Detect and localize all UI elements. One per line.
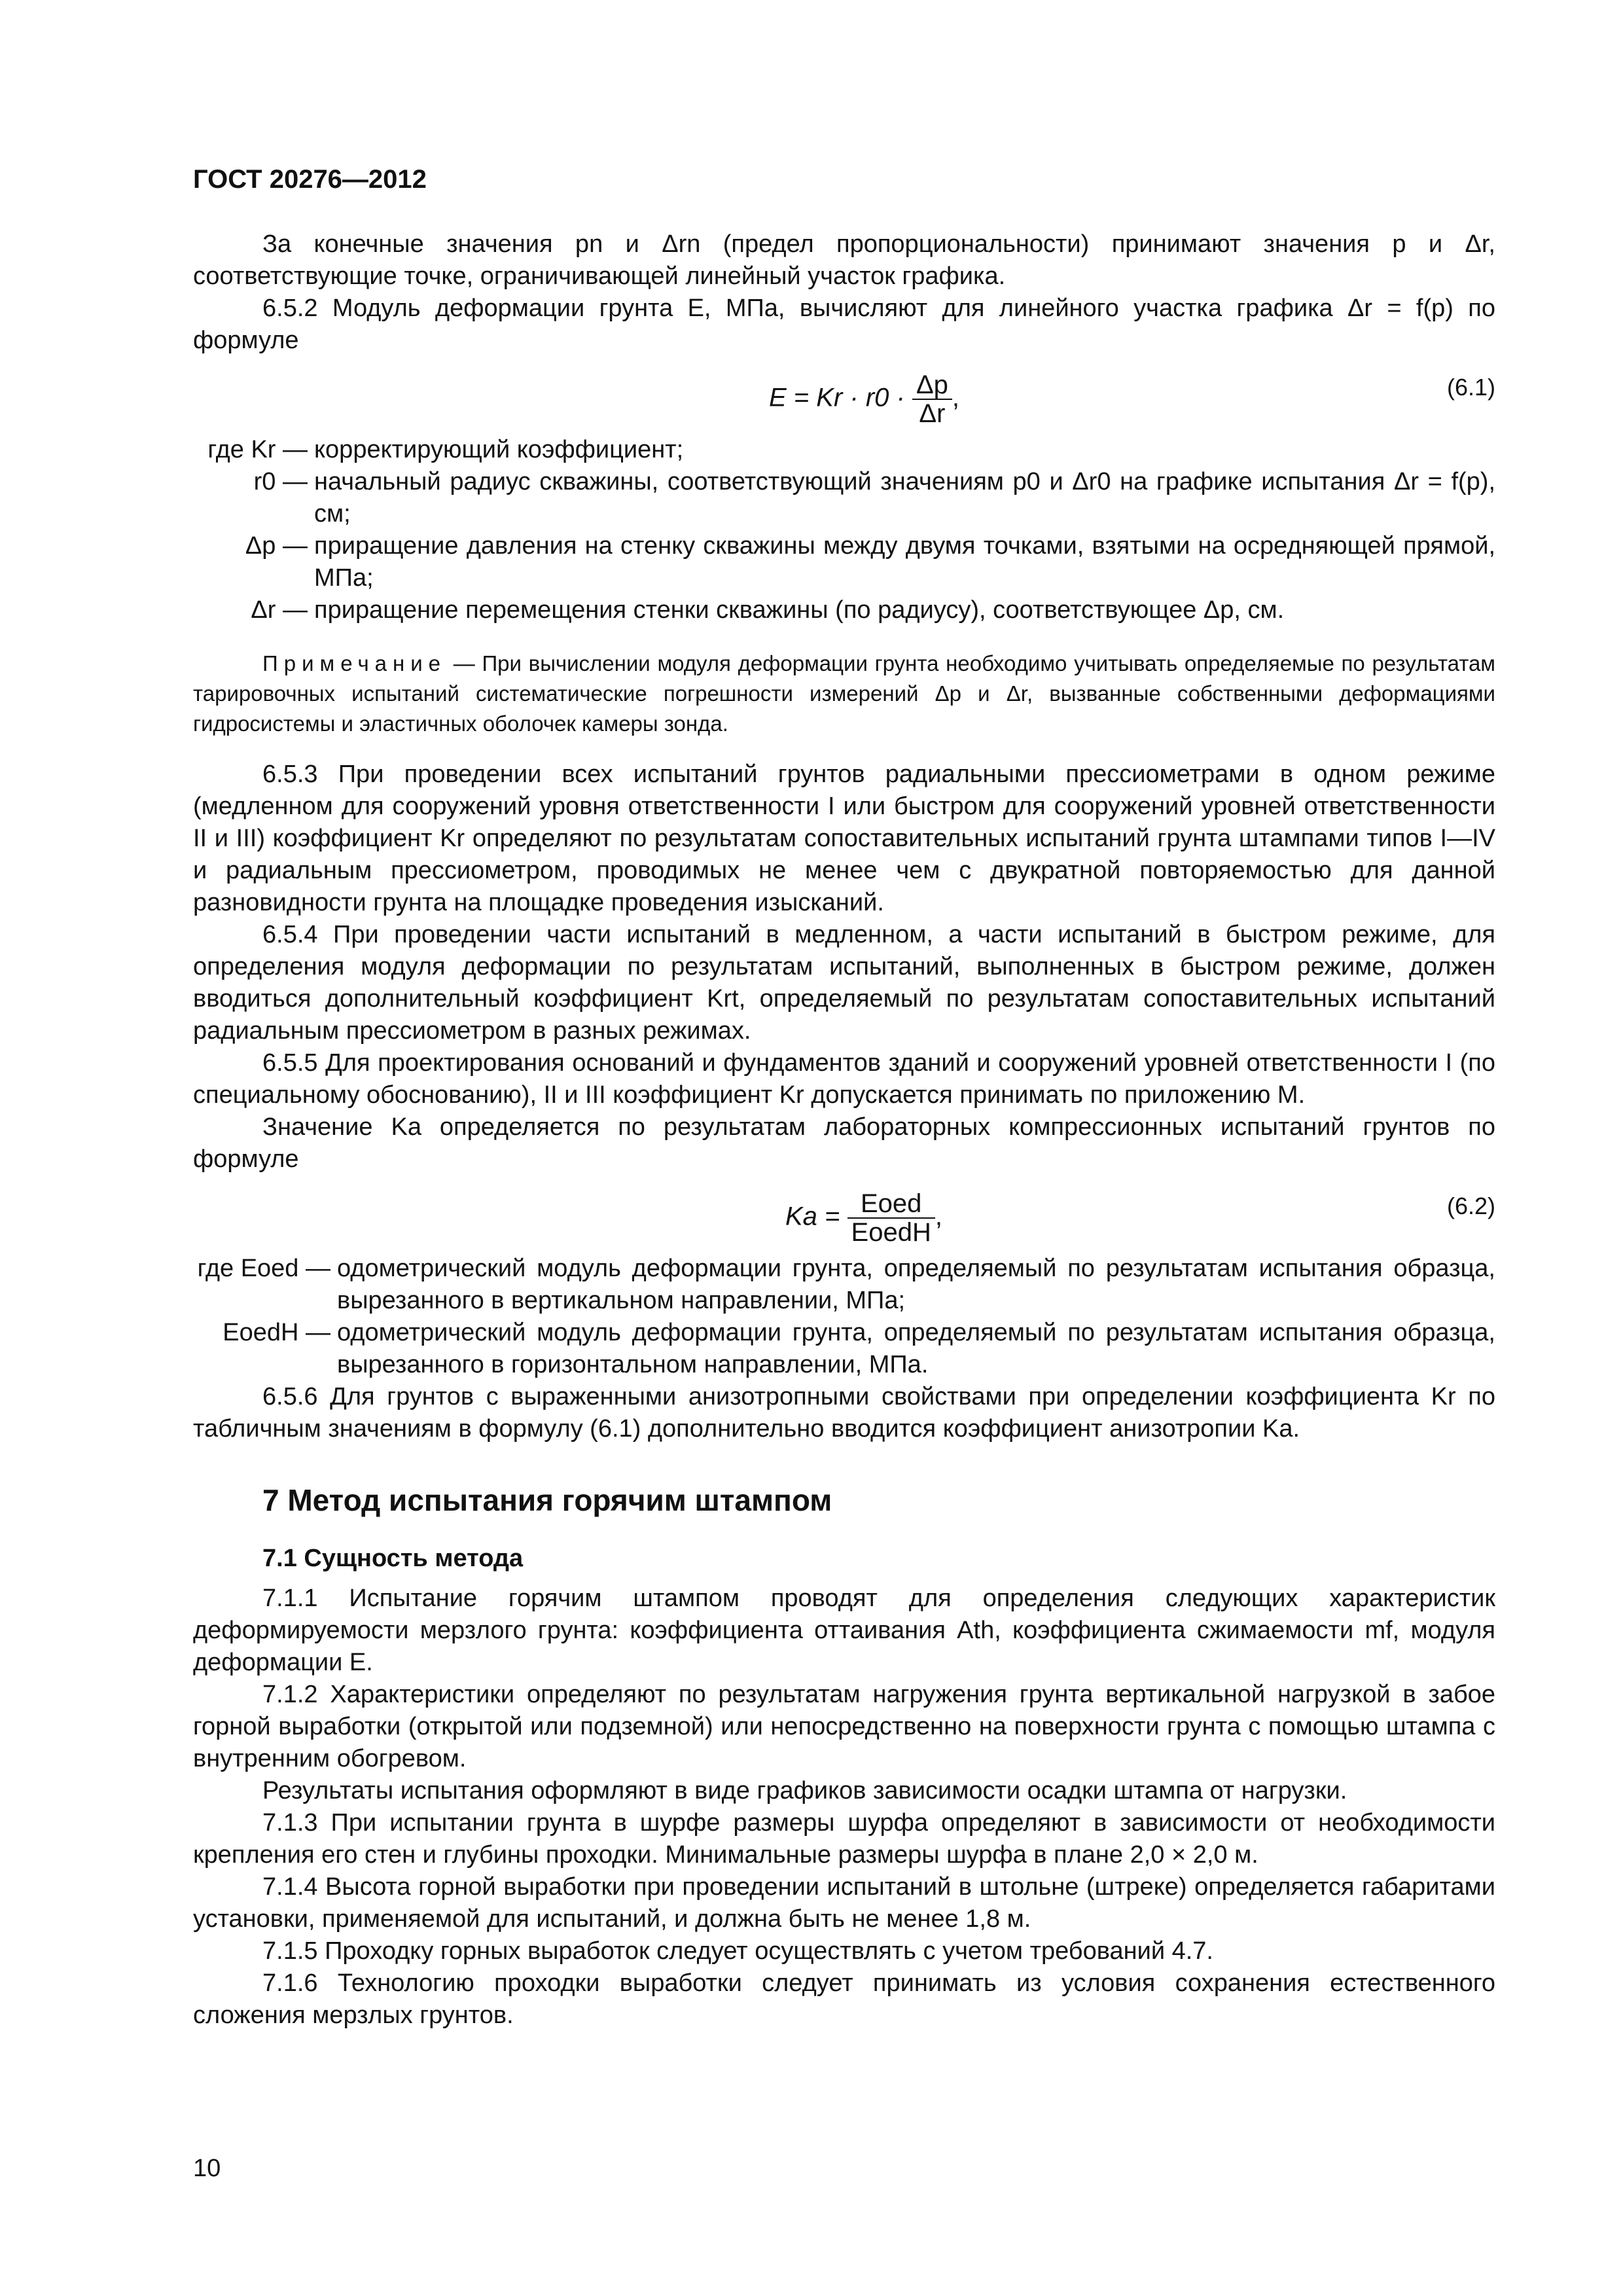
paragraph-6-5-6: 6.5.6 Для грунтов с выраженными анизотропными свойствами при определении коэффициента Kr по табличным значениям в формулу (6.1) дополнительно вводится коэффициент анизотропии Ka. bbox=[193, 1383, 1495, 1443]
section-7-heading: 7 Метод испытания горячим штампом bbox=[262, 1483, 832, 1517]
page-number: 10 bbox=[193, 2155, 221, 2182]
definition-item bbox=[193, 530, 1495, 594]
paragraph-6-5-3: 6.5.3 При проведении всех испытаний грунтов радиальными прессиометрами в одном режиме (медленном для сооружений уровня ответственности I или быстром для сооружений уровней ответственности II и III) коэффициент Kr определяют по результатам сопоставительных испытаний грунта штампами типов I—IV и радиальным прессиометром, проводимых не менее чем с двукратной повторяемостью для данной разновидности грунта на площадке проведения изысканий. bbox=[193, 761, 1495, 916]
note-label: Примечание bbox=[262, 651, 447, 675]
paragraph-6-5-5: 6.5.5 Для проектирования оснований и фундаментов зданий и сооружений уровней ответственности I (по специальному обоснованию), II и III коэффициент Kr допускается принимать по приложению М. bbox=[193, 1049, 1495, 1109]
definition-body: приращение перемещения стенки скважины (по радиусу), соответствующее Δp, см. bbox=[314, 596, 1285, 624]
definition-body: одометрический модуль деформации грунта, определяемый по результатам испытания образца, вырезанного в вертикальном направлении, МПа; bbox=[337, 1255, 1495, 1314]
formula-6-1-denominator: Δr bbox=[919, 399, 946, 428]
paragraph-7-1-2: 7.1.2 Характеристики определяют по результатам нагружения грунта вертикальной нагрузкой в забое горной выработки (открытой или подземной) или непосредственно на поверхности грунта с помощью штампа с внутренним обогревом. bbox=[193, 1681, 1495, 1772]
definition-term: r0 — bbox=[253, 468, 308, 495]
document-header: ГОСТ 20276—2012 bbox=[193, 165, 427, 194]
formula-6-1-tail: , bbox=[952, 383, 960, 412]
definition-item bbox=[193, 594, 1495, 626]
formula-6-2-denominator: EoedH bbox=[851, 1218, 931, 1247]
paragraph-7-1-2-results: Результаты испытания оформляют в виде графиков зависимости осадки штампа от нагрузки. bbox=[262, 1777, 1347, 1804]
note-block bbox=[193, 649, 1495, 739]
paragraph-7-1-5: 7.1.5 Проходку горных выработок следует осуществлять с учетом требований 4.7. bbox=[262, 1937, 1213, 1965]
definition-term: Δr — bbox=[251, 596, 308, 624]
definition-body: одометрический модуль деформации грунта, определяемый по результатам испытания образца, вырезанного в горизонтальном направлении, МПа. bbox=[337, 1319, 1495, 1378]
definition-term: EoedH — bbox=[223, 1319, 330, 1346]
formula-6-2-numerator: Eoed bbox=[847, 1190, 935, 1219]
definition-body: приращение давления на стенку скважины между двумя точками, взятыми на осредняющей прямой, МПа; bbox=[314, 532, 1495, 592]
paragraph-7-1-1: 7.1.1 Испытание горячим штампом проводят для определения следующих характеристик деформируемости мерзлого грунта: коэффициента оттаивания Ath, коэффициента сжимаемости mf, модуля деформации E. bbox=[193, 1585, 1495, 1676]
paragraph-6-5-2: 6.5.2 Модуль деформации грунта E, МПа, вычисляют для линейного участка графика Δr = f(p) по формуле bbox=[193, 295, 1495, 354]
formula-6-1-expression bbox=[769, 371, 959, 427]
definition-item bbox=[193, 1317, 1495, 1381]
subsection-7-1-heading: 7.1 Сущность метода bbox=[262, 1545, 524, 1572]
formula-6-2-tail: , bbox=[935, 1202, 942, 1231]
formula-6-2 bbox=[193, 1175, 1495, 1253]
formula-6-1-lhs: E = Kr · r0 · bbox=[769, 383, 905, 412]
formula-6-2-fraction bbox=[847, 1190, 935, 1246]
formula-6-2-number: (6.2) bbox=[1446, 1193, 1495, 1219]
formula-6-1-number: (6.1) bbox=[1446, 374, 1495, 401]
definition-item bbox=[193, 1253, 1495, 1317]
definition-body: корректирующий коэффициент; bbox=[314, 436, 684, 463]
paragraph-7-1-6: 7.1.6 Технологию проходки выработки следует принимать из условия сохранения естественного сложения мерзлых грунтов. bbox=[193, 1969, 1495, 2029]
formula-6-2-lhs: Ka = bbox=[785, 1202, 840, 1231]
definition-term: Δp — bbox=[245, 532, 308, 560]
definitions-6-1 bbox=[193, 434, 1495, 626]
definition-item bbox=[193, 466, 1495, 530]
definition-item bbox=[193, 434, 1495, 466]
formula-6-1-numerator: Δp bbox=[912, 371, 952, 400]
paragraph-ka-value: Значение Ka определяется по результатам лабораторных компрессионных испытаний грунтов по формуле bbox=[193, 1113, 1495, 1173]
formula-6-2-expression bbox=[785, 1190, 942, 1246]
paragraph-6-5-4: 6.5.4 При проведении части испытаний в медленном, а части испытаний в быстром режиме, для определения модуля деформации по результатам испытаний, выполненных в быстром режиме, должен вводиться дополнительный коэффициент Krt, определяемый по результатам сопоставительных испытаний радиальным прессиометром в разных режимах. bbox=[193, 921, 1495, 1045]
paragraph-7-1-4: 7.1.4 Высота горной выработки при проведении испытаний в штольне (штреке) определяется габаритами установки, применяемой для испытаний, и должна быть не менее 1,8 м. bbox=[193, 1873, 1495, 1933]
definition-term: где Eoed — bbox=[197, 1255, 330, 1282]
definition-term: где Kr — bbox=[207, 436, 308, 463]
paragraph-limit-values: За конечные значения pn и Δrn (предел пропорциональности) принимают значения p и Δr, соответствующие точке, ограничивающей линейный участок графика. bbox=[193, 230, 1495, 290]
definitions-6-2 bbox=[193, 1253, 1495, 1381]
document-page bbox=[193, 164, 1495, 2032]
formula-6-1 bbox=[193, 357, 1495, 434]
formula-6-1-fraction bbox=[912, 371, 952, 427]
note-text: — При вычислении модуля деформации грунта необходимо учитывать определяемые по результатам тарировочных испытаний систематические погрешности измерений Δp и Δr, вызванные собственными деформациями гидросистемы и эластичных оболочек камеры зонда. bbox=[193, 651, 1495, 736]
definition-body: начальный радиус скважины, соответствующий значениям p0 и Δr0 на графике испытания Δr = f(p), см; bbox=[314, 468, 1495, 528]
paragraph-7-1-3: 7.1.3 При испытании грунта в шурфе размеры шурфа определяют в зависимости от необходимости крепления его стен и глубины проходки. Минимальные размеры шурфа в плане 2,0 × 2,0 м. bbox=[193, 1809, 1495, 1869]
